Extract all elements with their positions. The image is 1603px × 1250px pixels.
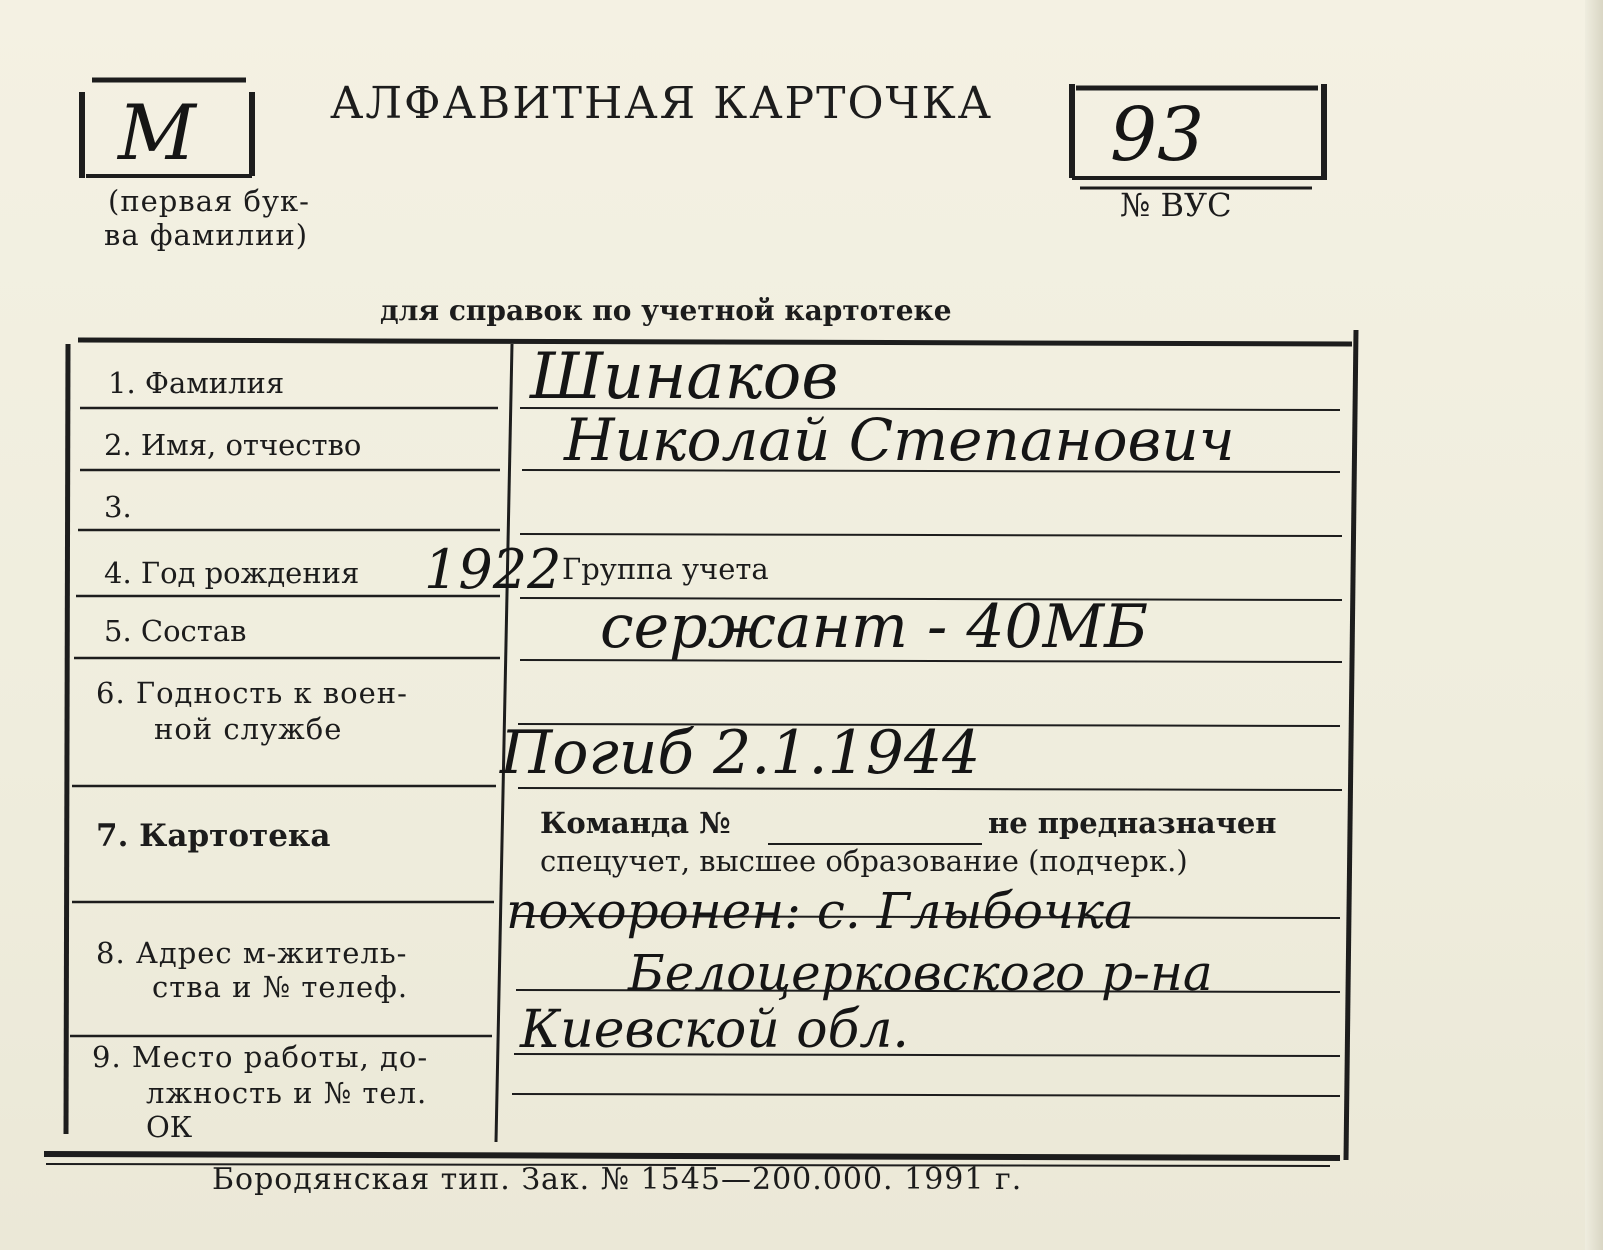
- field-account-group-label: Группа учета: [562, 552, 769, 586]
- field-3-label: 3.: [104, 490, 132, 524]
- vus-caption: № ВУС: [1120, 186, 1232, 224]
- field-surname-label: 1. Фамилия: [108, 366, 285, 400]
- field-workplace-label-line3: ОК: [146, 1110, 193, 1144]
- field-name-patronymic-value: Николай Степанович: [564, 406, 1235, 474]
- field-address-value-line3: Киевской обл.: [520, 1000, 909, 1060]
- field-address-label-line2: ства и № телеф.: [152, 970, 409, 1004]
- field-special-record-label: спецучет, высшее образование (подчерк.): [540, 844, 1188, 878]
- field-composition-value: сержант - 40МБ: [600, 592, 1149, 662]
- surname-initial-caption-line2: ва фамилии): [104, 218, 309, 252]
- field-composition-label: 5. Состав: [104, 614, 247, 648]
- field-address-label-line1: 8. Адрес м-житель-: [96, 936, 408, 970]
- field-fitness-label-line2: ной службе: [154, 712, 343, 746]
- field-fitness-label-line1: 6. Годность к воен-: [96, 676, 408, 710]
- field-address-value-line2: Белоцерковского р-на: [628, 944, 1213, 1002]
- field-surname-value: Шинаков: [530, 340, 839, 414]
- field-workplace-label-line1: 9. Место работы, до-: [92, 1040, 429, 1074]
- field-not-assigned-label: не предназначен: [988, 806, 1277, 840]
- surname-initial-caption-line1: (первая бук-: [108, 184, 310, 218]
- field-name-patronymic-label: 2. Имя, отчество: [104, 428, 362, 462]
- card-subtitle: для справок по учетной картотеке: [380, 294, 952, 327]
- field-team-number-label: Команда №: [540, 806, 731, 840]
- field-birth-year-value: 1922: [424, 538, 562, 601]
- card-title: АЛФАВИТНАЯ КАРТОЧКА: [330, 78, 993, 129]
- field-card-index-label: 7. Картотека: [96, 818, 331, 854]
- surname-initial-value: М: [118, 88, 196, 177]
- field-workplace-label-line2: лжность и № тел.: [146, 1076, 428, 1110]
- field-fitness-value: Погиб 2.1.1944: [500, 718, 981, 788]
- field-address-value-line1: похоронен: с. Глыбочка: [506, 882, 1134, 940]
- field-birth-year-label: 4. Год рождения: [104, 556, 360, 590]
- vus-number-value: 93: [1110, 92, 1205, 178]
- printer-imprint: Бородянская тип. Зак. № 1545—200.000. 1991 г.: [212, 1162, 1023, 1197]
